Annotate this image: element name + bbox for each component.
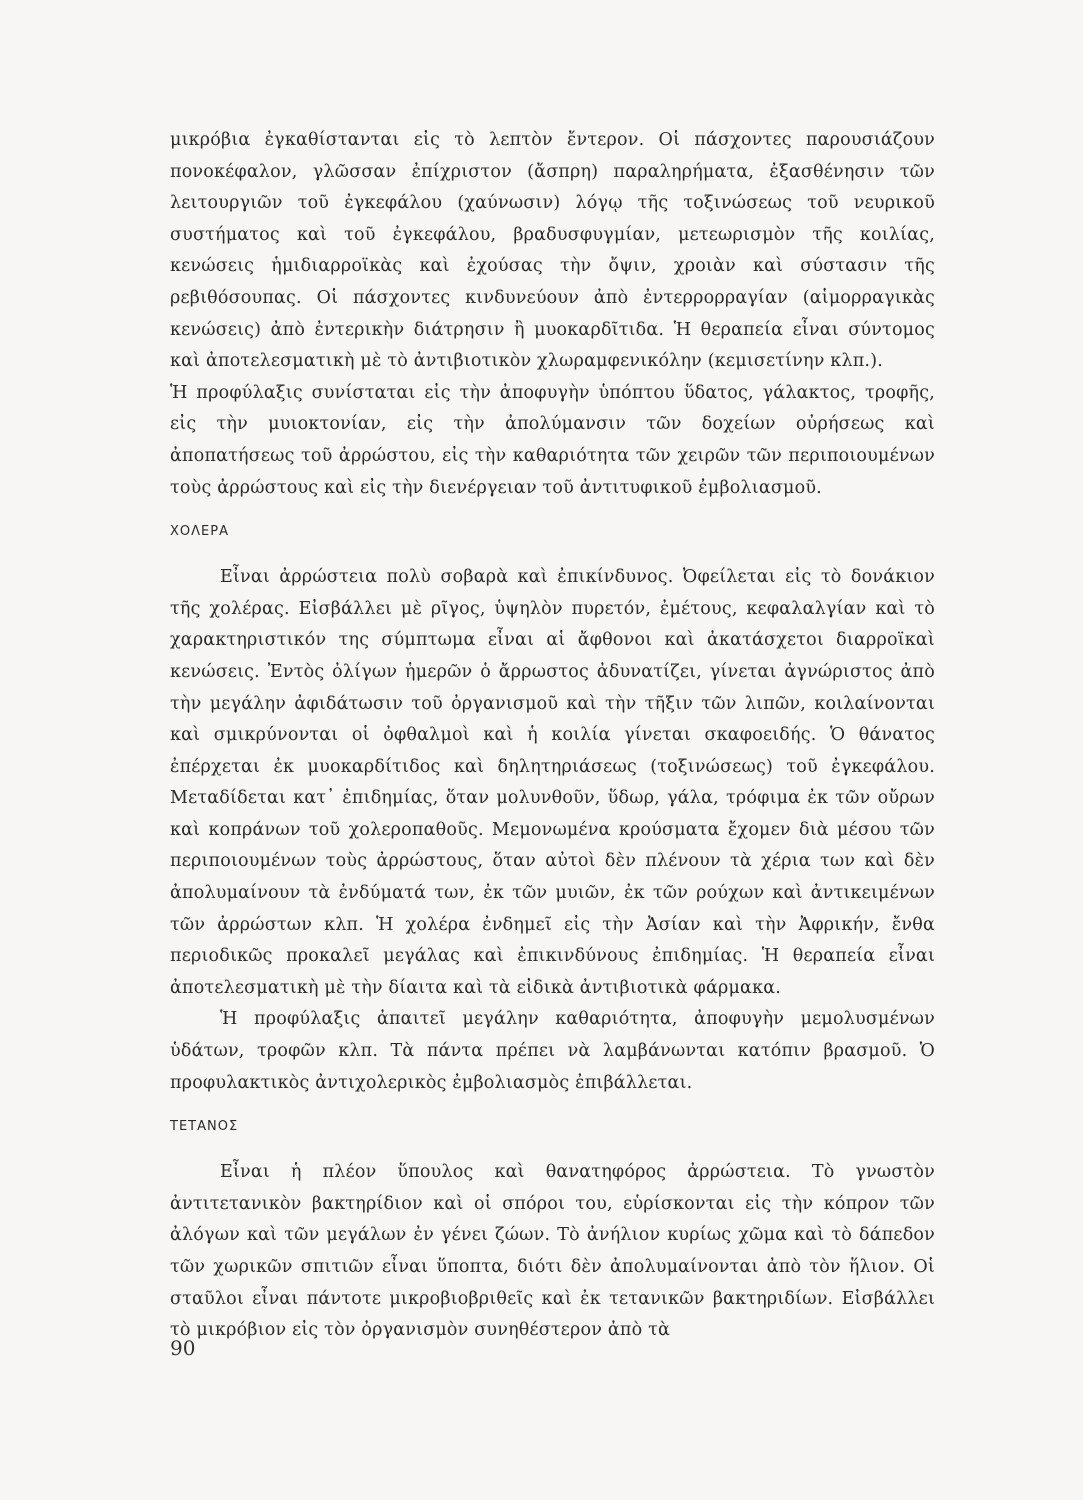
typhoid-paragraph-1: μικρόβια ἐγκαθίστανται εἰς τὸ λεπτὸν ἔντερον. Οἱ πάσχοντες παρουσιάζουν πονοκέφαλον, γλῶσσαν ἐπίχριστον (ἄσπρη) παραληρήματα, ἐξασθένησιν τῶν λειτουργιῶν τοῦ ἐγκεφάλου (χαύνωσιν) λόγῳ τῆς τοξινώσεως τοῦ νευρικοῦ συστήματος καὶ τοῦ ἐγκεφάλου, βραδυσφυγμίαν, μετεωρισμὸν τῆς κοιλίας, κενώσεις ἡμιδιαρροϊκὰς καὶ ἐχούσας τὴν ὄψιν, χροιὰν καὶ σύστασιν τῆς ρεβιθόσουπας. Οἱ πάσχοντες κινδυνεύουν ἀπὸ ἐντερρορραγίαν (αἱμορραγικὰς κενώσεις) ἀπὸ ἐντερικὴν διάτρησιν ἢ μυοκαρδῖτιδα. Ἡ θεραπεία εἶναι σύντομος καὶ ἀποτελεσματικὴ μὲ τὸ ἀντιβιοτικὸν χλωραμφενικόλην (κεμισετίνην κλπ.). (170, 130, 935, 372)
tetanus-paragraph-1: Εἶναι ἡ πλέον ὕπουλος καὶ θανατηφόρος ἀρρώστεια. Τὸ γνωστὸν ἀντιτετανικὸν βακτηρίδιον καὶ οἱ σπόροι του, εὑρίσκονται εἰς τὴν κόπρον τῶν ἀλόγων καὶ τῶν μεγάλων ἐν γένει ζώων. Τὸ ἀνήλιον κυρίως χῶμα καὶ τὸ δάπεδον τῶν χωρικῶν σπιτιῶν εἶναι ὕποπτα, διότι δὲν ἀπολυμαίνονται ἀπὸ τὸν ἥλιον. Οἱ σταῦλοι εἶναι πάντοτε μικροβιοβριθεῖς καὶ ἐκ τετανικῶν βακτηριδίων. Εἰσβάλλει τὸ μικρόβιον εἰς τὸν ὀργανισμὸν συνηθέστερον ἀπὸ τὰ (170, 1162, 935, 1341)
page-body (170, 125, 935, 1347)
cholera-prevention-paragraph: Ἡ προφύλαξις ἀπαιτεῖ μεγάλην καθαριότητα, ἀποφυγὴν μεμολυσμένων ὑδάτων, τροφῶν κλπ. Τὰ πάντα πρέπει νὰ λαμβάνωνται κατόπιν βρασμοῦ. Ὁ προφυλακτικὸς ἀντιχολερικὸς ἐμβολιασμὸς ἐπιβάλλεται. (170, 1009, 935, 1093)
page-number: 90 (170, 1336, 196, 1360)
tetanus-heading: ΤΕΤΑΝΟΣ (170, 1119, 239, 1135)
cholera-paragraph-1: Εἶναι ἀρρώστεια πολὺ σοβαρὰ καὶ ἐπικίνδυνος. Ὀφείλεται εἰς τὸ δονάκιον τῆς χολέρας. Εἰσβάλλει μὲ ρῖγος, ὑψηλὸν πυρετόν, ἐμέτους, κεφαλαλγίαν καὶ τὸ χαρακτηριστικόν της σύμπτωμα εἶναι αἱ ἄφθονοι καὶ ἀκατάσχετοι διαρροϊκαὶ κενώσεις. Ἐντὸς ὀλίγων ἡμερῶν ὁ ἄρρωστος ἀδυνατίζει, γίνεται ἀγνώριστος ἀπὸ τὴν μεγάλην ἀφιδάτωσιν τοῦ ὀργανισμοῦ καὶ τὴν τῆξιν τῶν λιπῶν, κοιλαίνονται καὶ σμικρύνονται οἱ ὀφθαλμοὶ καὶ ἡ κοιλία γίνεται σκαφοειδής. Ὁ θάνατος ἐπέρχεται ἐκ μυοκαρδίτιδος καὶ δηλητηριάσεως (τοξινώσεως) τοῦ ἐγκεφάλου. Μεταδίδεται κατ᾽ ἐπιδημίας, ὅταν μολυνθοῦν, ὕδωρ, γάλα, τρόφιμα ἐκ τῶν οὔρων καὶ κοπράνων τοῦ χολεροπαθοῦς. Μεμονωμένα κρούσματα ἔχομεν διὰ μέσου τῶν περιποιουμένων τοὺς ἀρρώστους, ὅταν αὐτοὶ δὲν πλένουν τὰ χέρια των καὶ δὲν ἀπολυμαίνουν τὰ ἐνδύματά των, ἐκ τῶν μυιῶν, ἐκ τῶν ρούχων καὶ ἀντικειμένων τῶν ἀρρώστων κλπ. Ἡ χολέρα ἐνδημεῖ εἰς τὴν Ἀσίαν καὶ τὴν Ἀφρικήν, ἔνθα περιοδικῶς προκαλεῖ μεγάλας καὶ ἐπικινδύνους ἐπιδημίας. Ἡ θεραπεία εἶναι ἀποτελεσματικὴ μὲ τὴν δίαιτα καὶ τὰ εἰδικὰ ἀντιβιοτικὰ φάρμακα. (170, 567, 935, 998)
cholera-heading: ΧΟΛΕΡΑ (170, 524, 229, 540)
typhoid-prevention-paragraph: Ἡ προφύλαξις συνίσταται εἰς τὴν ἀποφυγὴν ὑπόπτου ὕδατος, γάλακτος, τροφῆς, εἰς τὴν μυιοκτονίαν, εἰς τὴν ἀπολύμανσιν τῶν δοχείων οὐρήσεως καὶ ἀποπατήσεως τοῦ ἀρρώστου, εἰς τὴν καθαριότητα τῶν χειρῶν τῶν περιποιουμένων τοὺς ἀρρώστους καὶ εἰς τὴν διενέργειαν τοῦ ἀντιτυφικοῦ ἐμβολιασμοῦ. (170, 382, 935, 498)
